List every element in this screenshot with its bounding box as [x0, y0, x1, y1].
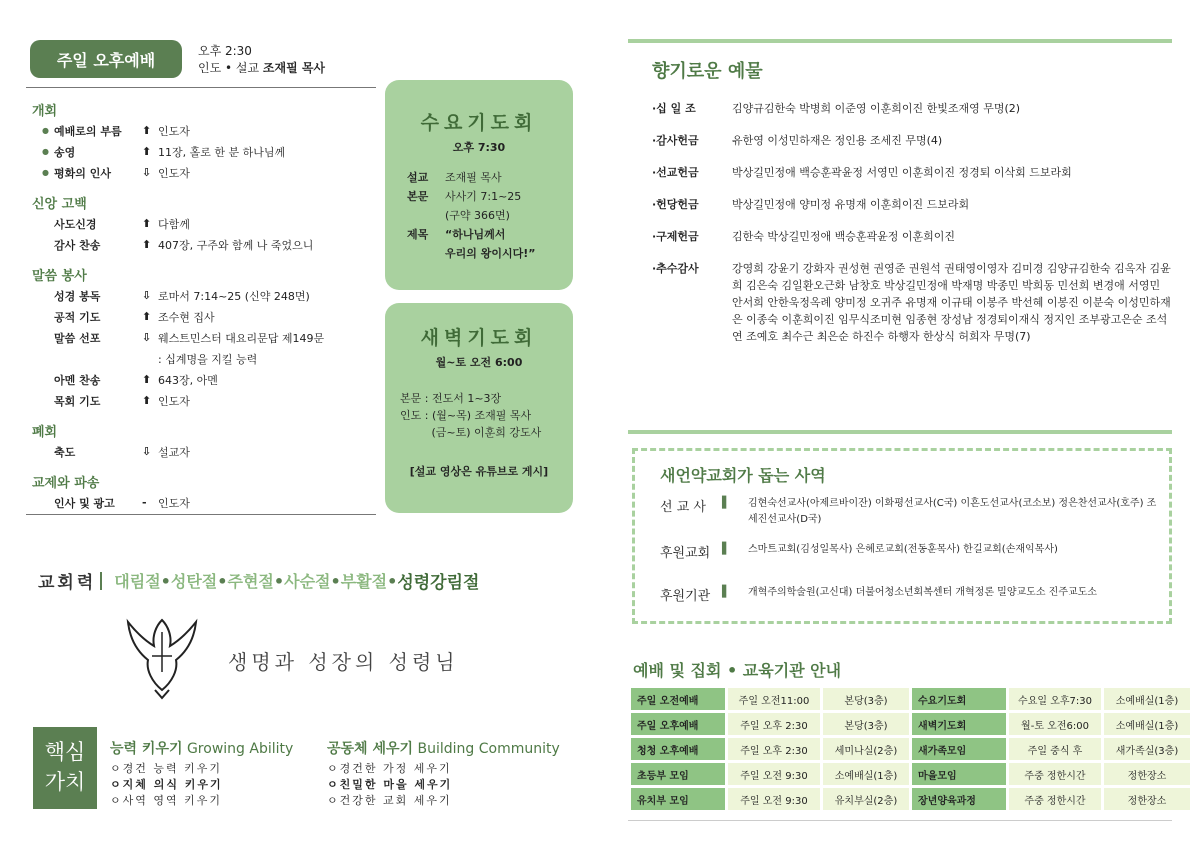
wednesday-row: [407, 207, 573, 226]
church-calendar: [38, 568, 479, 593]
order-item-name: 인사 및 광고: [54, 496, 115, 510]
wednesday-row-value: 우리의 왕이시다!”: [445, 247, 536, 260]
calendar-season: 주현절: [227, 572, 274, 591]
wednesday-title: 수요기도회: [420, 112, 538, 134]
schedule-row: [631, 738, 1190, 760]
order-item-name: 평화의 인사: [54, 166, 111, 180]
arrow-down-icon: ⇩: [142, 289, 152, 302]
sunday-pm-title-badge: [30, 40, 182, 78]
wednesday-details: [407, 169, 573, 264]
dawn-line: (금~토) 이훈희 강도사: [400, 426, 542, 439]
wednesday-row-value: (구약 366면): [445, 209, 510, 222]
order-item-text: 인도자: [158, 496, 190, 510]
schedule-cell: 주일 오후 2:30: [728, 738, 820, 760]
offering-row: [652, 260, 1172, 345]
schedule-cell: 수요기도회: [912, 688, 1006, 710]
arrow-up-icon: ⬆: [142, 145, 152, 158]
ministry-category: 후원교회: [660, 546, 711, 561]
schedule-row: [631, 763, 1190, 785]
schedule-cell: 초등부 모임: [631, 763, 725, 785]
schedule-cell: 주일 오후예배: [631, 713, 725, 735]
schedule-bottom-rule: [628, 820, 1172, 821]
top-divider: [26, 87, 376, 88]
schedule-row: [631, 788, 1190, 810]
offering-title: 향기로운 예물: [652, 61, 763, 82]
dot-icon: •: [387, 572, 398, 591]
ministry-top-rule: [628, 430, 1172, 434]
schedule-cell: 새가족모임: [912, 738, 1006, 760]
core-col1-title-en: Growing Ability: [186, 741, 294, 757]
dawn-box: [385, 303, 573, 513]
order-item-name: 축도: [54, 445, 76, 459]
wednesday-row-value: 사사기 7:1~25: [445, 190, 522, 203]
order-item-text: 다함께: [158, 217, 190, 231]
arrow-up-icon: ⬆: [142, 310, 152, 323]
arrow-down-icon: ⇩: [142, 445, 152, 458]
offering-category: ·감사헌금: [652, 134, 699, 147]
sunday-pm-title: 주일 오후예배: [56, 50, 156, 70]
order-item-name: 말씀 선포: [54, 331, 101, 345]
offering-names: 김한숙 박상길민정애 백승훈곽윤정 이훈희이진: [732, 230, 956, 243]
dot-icon: •: [330, 572, 341, 591]
schedule-cell: 새가족실(3층): [1104, 738, 1190, 760]
core-label-1: 핵심: [44, 740, 86, 764]
calendar-seasons: [114, 569, 397, 592]
wednesday-row: [407, 188, 573, 207]
order-item-text: 조수현 집사: [158, 310, 215, 324]
order-section-heading: 신앙 고백: [32, 197, 87, 212]
dot-icon: •: [273, 572, 285, 591]
offering-category: ·헌당헌금: [652, 198, 699, 211]
dot-icon: •: [217, 572, 228, 591]
schedule-cell: 주일 오후 2:30: [728, 713, 820, 735]
arrow-down-icon: ⇩: [142, 331, 152, 344]
order-item: [32, 348, 377, 369]
arrow-up-icon: ⬆: [142, 373, 152, 386]
core-values-badge: [33, 727, 97, 809]
ministry-row: [660, 496, 1160, 528]
wednesday-time: 오후 7:30: [452, 141, 506, 154]
schedule-cell: 세미나실(2층): [823, 738, 909, 760]
order-item-text: 인도자: [158, 394, 190, 408]
wednesday-row-key: 본문: [407, 190, 429, 203]
wednesday-row: [407, 169, 573, 188]
schedule-cell: 유치부 모임: [631, 788, 725, 810]
offering-names: 박상길민정애 백승훈곽윤정 서영민 이훈희이진 정경퇴 이삭회 드보라회: [732, 166, 1072, 179]
order-item: [32, 441, 377, 462]
schedule-cell: 본당(3층): [823, 688, 909, 710]
wednesday-row-key: 제목: [407, 228, 429, 241]
order-item-text: 11장, 홀로 한 분 하나님께: [158, 145, 286, 159]
schedule-cell: 주일 오전 9:30: [728, 763, 820, 785]
offering-row: [652, 164, 1172, 181]
calendar-label: 교회력: [38, 573, 97, 593]
core-col2-title-en: Building Community: [417, 741, 560, 757]
schedule-cell: 월-토 오전6:00: [1009, 713, 1101, 735]
arrow-up-icon: ⬆: [142, 124, 152, 137]
calendar-theme: 생명과 성장의 성령님: [228, 650, 459, 674]
bullet-icon: ●: [42, 126, 49, 135]
ministry-list: [660, 496, 1160, 628]
wednesday-box: [385, 80, 573, 290]
offering-category: ·십 일 조: [652, 102, 696, 115]
order-item: [32, 141, 377, 162]
order-item: [32, 306, 377, 327]
core-label-2: 가치: [44, 770, 86, 794]
order-section-heading: 교제와 파송: [32, 476, 100, 491]
calendar-current: 성령강림절: [397, 573, 480, 593]
sunday-pm-info: [198, 43, 325, 77]
schedule-cell: 소예배실(1층): [1104, 713, 1190, 735]
offering-names: 강영희 강윤기 강화자 권성현 권영준 권원석 권태영이영자 김미경 김양규김한숙 김옥자 김윤희 김은숙 김일환오근화 남창호 박상길민정애 박재명 박종민 박희동 민선희 변경애 서영민 안서희 안한욱정옥례 양미정 오귀주 유명재 이규태 이봉주 박선혜 이봉진 이분숙 이성민하재은 이종숙 이훈희이진 임무식조미현 임종현 장성남 정경퇴이재식 정지인 조부광고은순 조석연 조예호 최수근 최은순 하진수 하행자 한상식 허희자 무명(7): [732, 262, 1171, 343]
schedule-row: [631, 688, 1190, 710]
dawn-details: [400, 390, 573, 441]
bar-icon: ▌: [722, 542, 731, 555]
calendar-bar-icon: [100, 572, 102, 590]
calendar-season: 성탄절: [170, 572, 218, 591]
order-item-name: 사도신경: [54, 217, 97, 231]
order-item: [32, 234, 377, 255]
schedule-cell: 수요일 오후7:30: [1009, 688, 1101, 710]
dawn-line: 인도 : (월~목) 조재필 목사: [400, 409, 532, 422]
schedule-cell: 주일 오전 9:30: [728, 788, 820, 810]
wednesday-row-value: “하나님께서: [445, 228, 506, 241]
dawn-line: 본문 : 전도서 1~3장: [400, 392, 502, 405]
schedule-table: [628, 685, 1193, 813]
schedule-cell: 소예배실(1층): [1104, 688, 1190, 710]
schedule-row: [631, 713, 1190, 735]
arrow-up-icon: ⬆: [142, 217, 152, 230]
order-item: [32, 492, 377, 513]
wednesday-row-key: [407, 207, 445, 226]
order-item: [32, 327, 377, 348]
ministry-row: [660, 585, 1160, 604]
offering-row: [652, 132, 1172, 149]
schedule-cell: 주일 오전예배: [631, 688, 725, 710]
ministry-detail: 개혁주의학술원(고신대) 더불어청소년회복센터 개혁정론 밀양교도소 진주교도소: [748, 587, 1097, 598]
ministry-detail: 김현숙선교사(아제르바이잔) 이화평선교사(C국) 이흔도선교사(코소보) 정은찬선교사(호주) 조세진선교사(D국): [748, 498, 1157, 525]
arrow-up-icon: ⬆: [142, 238, 152, 251]
schedule-cell: 정한장소: [1104, 788, 1190, 810]
schedule-cell: 새벽기도회: [912, 713, 1006, 735]
offering-list: [652, 100, 1172, 345]
bullet-icon: ●: [42, 147, 49, 156]
sunday-pm-time: 오후 2:30: [198, 44, 252, 58]
schedule-cell: 마을모임: [912, 763, 1006, 785]
order-section-heading: 폐회: [32, 425, 58, 440]
order-item-name: 성경 봉독: [54, 289, 101, 303]
order-item-text: 인도자: [158, 124, 190, 138]
schedule-cell: 주중 정한시간: [1009, 788, 1101, 810]
calendar-season: 대림절: [114, 572, 161, 591]
order-item-name: 감사 찬송: [54, 238, 101, 252]
core-col2-title-ko: 공동체 세우기: [327, 741, 414, 757]
offering-category: ·선교헌금: [652, 166, 699, 179]
order-bottom-divider: [26, 514, 376, 515]
order-item: [32, 213, 377, 234]
order-item-name: 목회 기도: [54, 394, 101, 408]
sunday-pm-leader: 조재필 목사: [262, 61, 326, 75]
dawn-title: 새벽기도회: [420, 327, 538, 349]
dash-icon: -: [142, 496, 147, 509]
offering-row: [652, 100, 1172, 117]
core-item: ㅇ경건한 가정 세우기: [327, 762, 452, 775]
order-item-text: 인도자: [158, 166, 190, 180]
schedule-cell: 본당(3층): [823, 713, 909, 735]
sunday-pm-leader-prefix: 인도 • 설교: [198, 61, 263, 75]
offering-names: 박상길민정애 양미정 유명재 이훈희이진 드보라회: [732, 198, 970, 211]
order-of-worship: [32, 100, 377, 513]
core-item: ㅇ지체 의식 키우기: [110, 778, 223, 791]
dove-icon: [122, 612, 202, 700]
offering-category: ·추수감사: [652, 262, 699, 275]
order-item-text: 웨스트민스터 대요리문답 제149문: [158, 331, 325, 345]
arrow-up-icon: ⬆: [142, 394, 152, 407]
schedule-cell: 주일 오전11:00: [728, 688, 820, 710]
core-item: ㅇ건강한 교회 세우기: [327, 794, 452, 807]
wednesday-row-key: 설교: [407, 171, 429, 184]
schedule-title: 예배 및 집회 • 교육기관 안내: [633, 661, 842, 680]
ministry-title: 새언약교회가 돕는 사역: [660, 466, 826, 485]
order-item: [32, 369, 377, 390]
calendar-season: 부활절: [340, 572, 388, 591]
dot-icon: •: [160, 572, 171, 591]
order-item-name: 아멘 찬송: [54, 373, 101, 387]
schedule-cell: 장년양육과정: [912, 788, 1006, 810]
offering-names: 김양규김한숙 박병희 이준영 이훈희이진 한빛조재영 무명(2): [732, 102, 1021, 115]
order-section-heading: 말씀 봉사: [32, 269, 87, 284]
wednesday-row-key: [407, 245, 445, 264]
ministry-category: 선 교 사: [660, 500, 706, 515]
ministry-detail: 스마트교회(김성일목사) 은혜로교회(전동훈목사) 한길교회(손재익목사): [748, 544, 1058, 555]
dawn-note: [설교 영상은 유튜브로 게시]: [409, 465, 549, 478]
order-item-name: 공적 기도: [54, 310, 101, 324]
order-item-text: 407장, 구주와 함께 나 죽었으니: [158, 238, 314, 252]
order-item-text: 설교자: [158, 445, 190, 459]
core-item: ㅇ친밀한 마을 세우기: [327, 778, 453, 791]
wednesday-row: [407, 226, 573, 245]
schedule-cell: 청청 오후예배: [631, 738, 725, 760]
core-item: ㅇ사역 영역 키우기: [110, 794, 223, 807]
calendar-season: 사순절: [284, 572, 331, 591]
order-item: [32, 162, 377, 183]
order-section-heading: 개회: [32, 104, 58, 119]
order-item: [32, 390, 377, 411]
wednesday-row: [407, 245, 573, 264]
arrow-down-icon: ⇩: [142, 166, 152, 179]
order-item: [32, 120, 377, 141]
offering-top-rule: [628, 39, 1172, 43]
schedule-cell: 유치부실(2층): [823, 788, 909, 810]
order-item-text: : 십계명을 지킬 능력: [158, 352, 258, 366]
bar-icon: ▌: [722, 585, 731, 598]
order-item-name: 예배로의 부름: [54, 124, 122, 138]
ministry-row: [660, 542, 1160, 561]
bullet-icon: ●: [42, 168, 49, 177]
offering-names: 유한영 이성민하재은 정인용 조세진 무명(4): [732, 134, 943, 147]
wednesday-row-value: 조재필 목사: [445, 171, 502, 184]
schedule-cell: 소예배실(1층): [823, 763, 909, 785]
order-item: [32, 285, 377, 306]
core-item: ㅇ경건 능력 키우기: [110, 762, 223, 775]
offering-category: ·구제헌금: [652, 230, 699, 243]
order-item-text: 로마서 7:14~25 (신약 248면): [158, 289, 310, 303]
core-col-1: [110, 738, 293, 809]
schedule-cell: 주중 정한시간: [1009, 763, 1101, 785]
schedule-cell: 주일 중식 후: [1009, 738, 1101, 760]
core-col-2: [327, 738, 560, 809]
bar-icon: ▌: [722, 496, 731, 509]
order-item-name: 송영: [54, 145, 76, 159]
schedule-cell: 정한장소: [1104, 763, 1190, 785]
offering-row: [652, 228, 1172, 245]
offering-row: [652, 196, 1172, 213]
core-col1-title-ko: 능력 키우기: [110, 741, 183, 757]
order-item-text: 643장, 아멘: [158, 373, 218, 387]
dawn-time: 월~토 오전 6:00: [435, 356, 523, 369]
ministry-category: 후원기관: [660, 589, 711, 604]
